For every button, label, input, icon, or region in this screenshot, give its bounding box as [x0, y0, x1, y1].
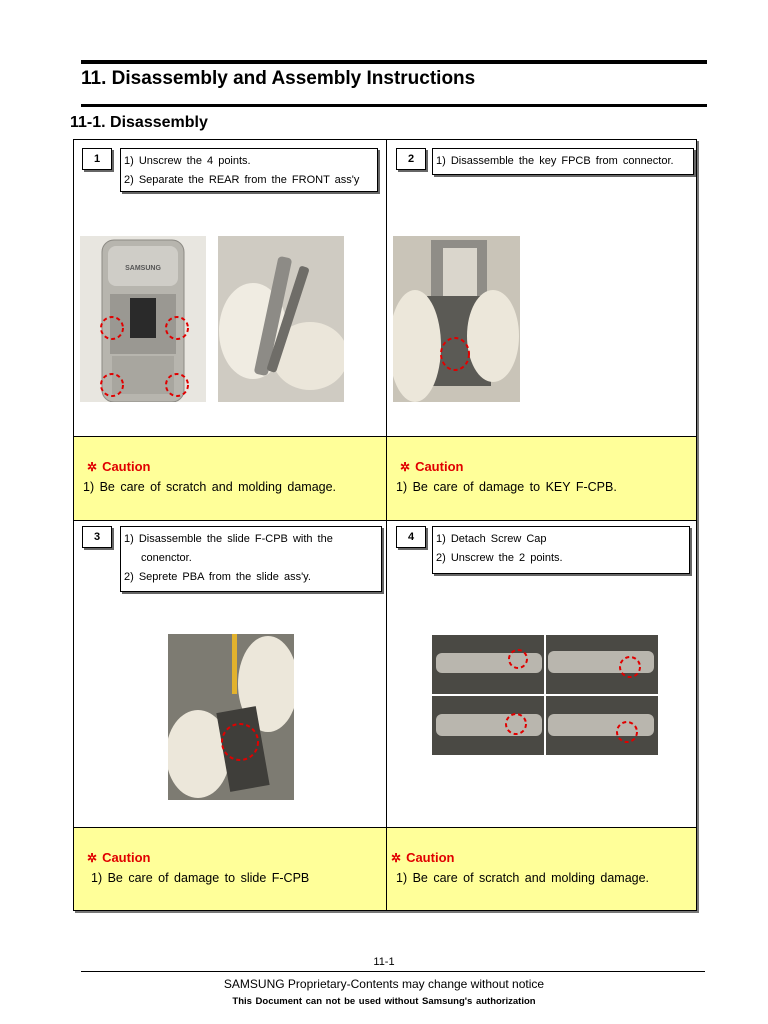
section-title: 11-1. Disassembly: [70, 114, 208, 131]
step-number-3: 3: [82, 526, 112, 548]
instruction-line: 2) Unscrew the 2 points.: [436, 552, 563, 564]
photo-screw-cap-1: [432, 635, 544, 694]
caution-text: 1) Be care of damage to KEY F-CPB.: [396, 480, 617, 494]
photo-slide-fcpb: [168, 634, 294, 800]
photo-screw-cap-2: [546, 635, 658, 694]
top-rule: [81, 60, 707, 64]
asterisk-star-icon: ✲: [87, 460, 98, 474]
instruction-box-4: [432, 526, 690, 574]
caution-text: 1) Be care of damage to slide F-CPB: [91, 871, 310, 885]
photo-phone-rear-screws: [80, 236, 206, 402]
caution-title: ✲ Caution: [400, 459, 464, 474]
page-number: 11-1: [373, 956, 395, 968]
step-number-4: 4: [396, 526, 426, 548]
caution-panel-2: [387, 437, 696, 520]
instruction-line: 1) Unscrew the 4 points.: [124, 155, 251, 167]
row-divider: [74, 520, 696, 521]
asterisk-star-icon: ✲: [391, 851, 402, 865]
caution-text: 1) Be care of scratch and molding damage.: [83, 480, 337, 494]
footer-authorization: This Document can not be used without Samsung's authorization: [232, 996, 536, 1007]
footer-notice: SAMSUNG Proprietary-Contents may change without notice: [223, 977, 545, 991]
caution-panel-1: [74, 437, 386, 520]
instruction-line: 2) Seprete PBA from the slide ass'y.: [124, 571, 311, 583]
footer-rule: [81, 971, 705, 972]
instruction-line: 2) Separate the REAR from the FRONT ass'y: [124, 174, 360, 186]
title-underline: [81, 104, 707, 107]
chapter-title: 11. Disassembly and Assembly Instructions: [81, 68, 476, 89]
caution-panel-3: [74, 828, 386, 910]
photo-key-fpcb: [393, 236, 520, 402]
caution-title: ✲ Caution: [391, 850, 455, 865]
instruction-box-1: [120, 148, 378, 192]
caution-title: ✲ Caution: [87, 850, 151, 865]
photo-screw-cap-4: [546, 696, 658, 755]
photo-screw-cap-3: [432, 696, 544, 755]
instruction-box-3: [120, 526, 382, 592]
asterisk-star-icon: ✲: [87, 851, 98, 865]
instruction-grid: [73, 139, 697, 911]
instruction-box-2: [432, 148, 694, 175]
step-number-2: 2: [396, 148, 426, 170]
column-divider: [386, 140, 387, 910]
instruction-line: 1) Disassemble the slide F-CPB with the: [124, 533, 333, 545]
caution-title: ✲ Caution: [87, 459, 151, 474]
caution-text: 1) Be care of scratch and molding damage.: [396, 871, 650, 885]
instruction-line: 1) Disassemble the key FPCB from connector.: [436, 155, 674, 167]
step-number-1: 1: [82, 148, 112, 170]
caution-panel-4: [387, 828, 696, 910]
samsung-logo: SAMSUNG: [125, 265, 161, 272]
instruction-line: 1) Detach Screw Cap: [436, 533, 547, 545]
photo-separate-rear: [218, 236, 344, 402]
asterisk-star-icon: ✲: [400, 460, 411, 474]
instruction-line: conenctor.: [141, 552, 192, 564]
